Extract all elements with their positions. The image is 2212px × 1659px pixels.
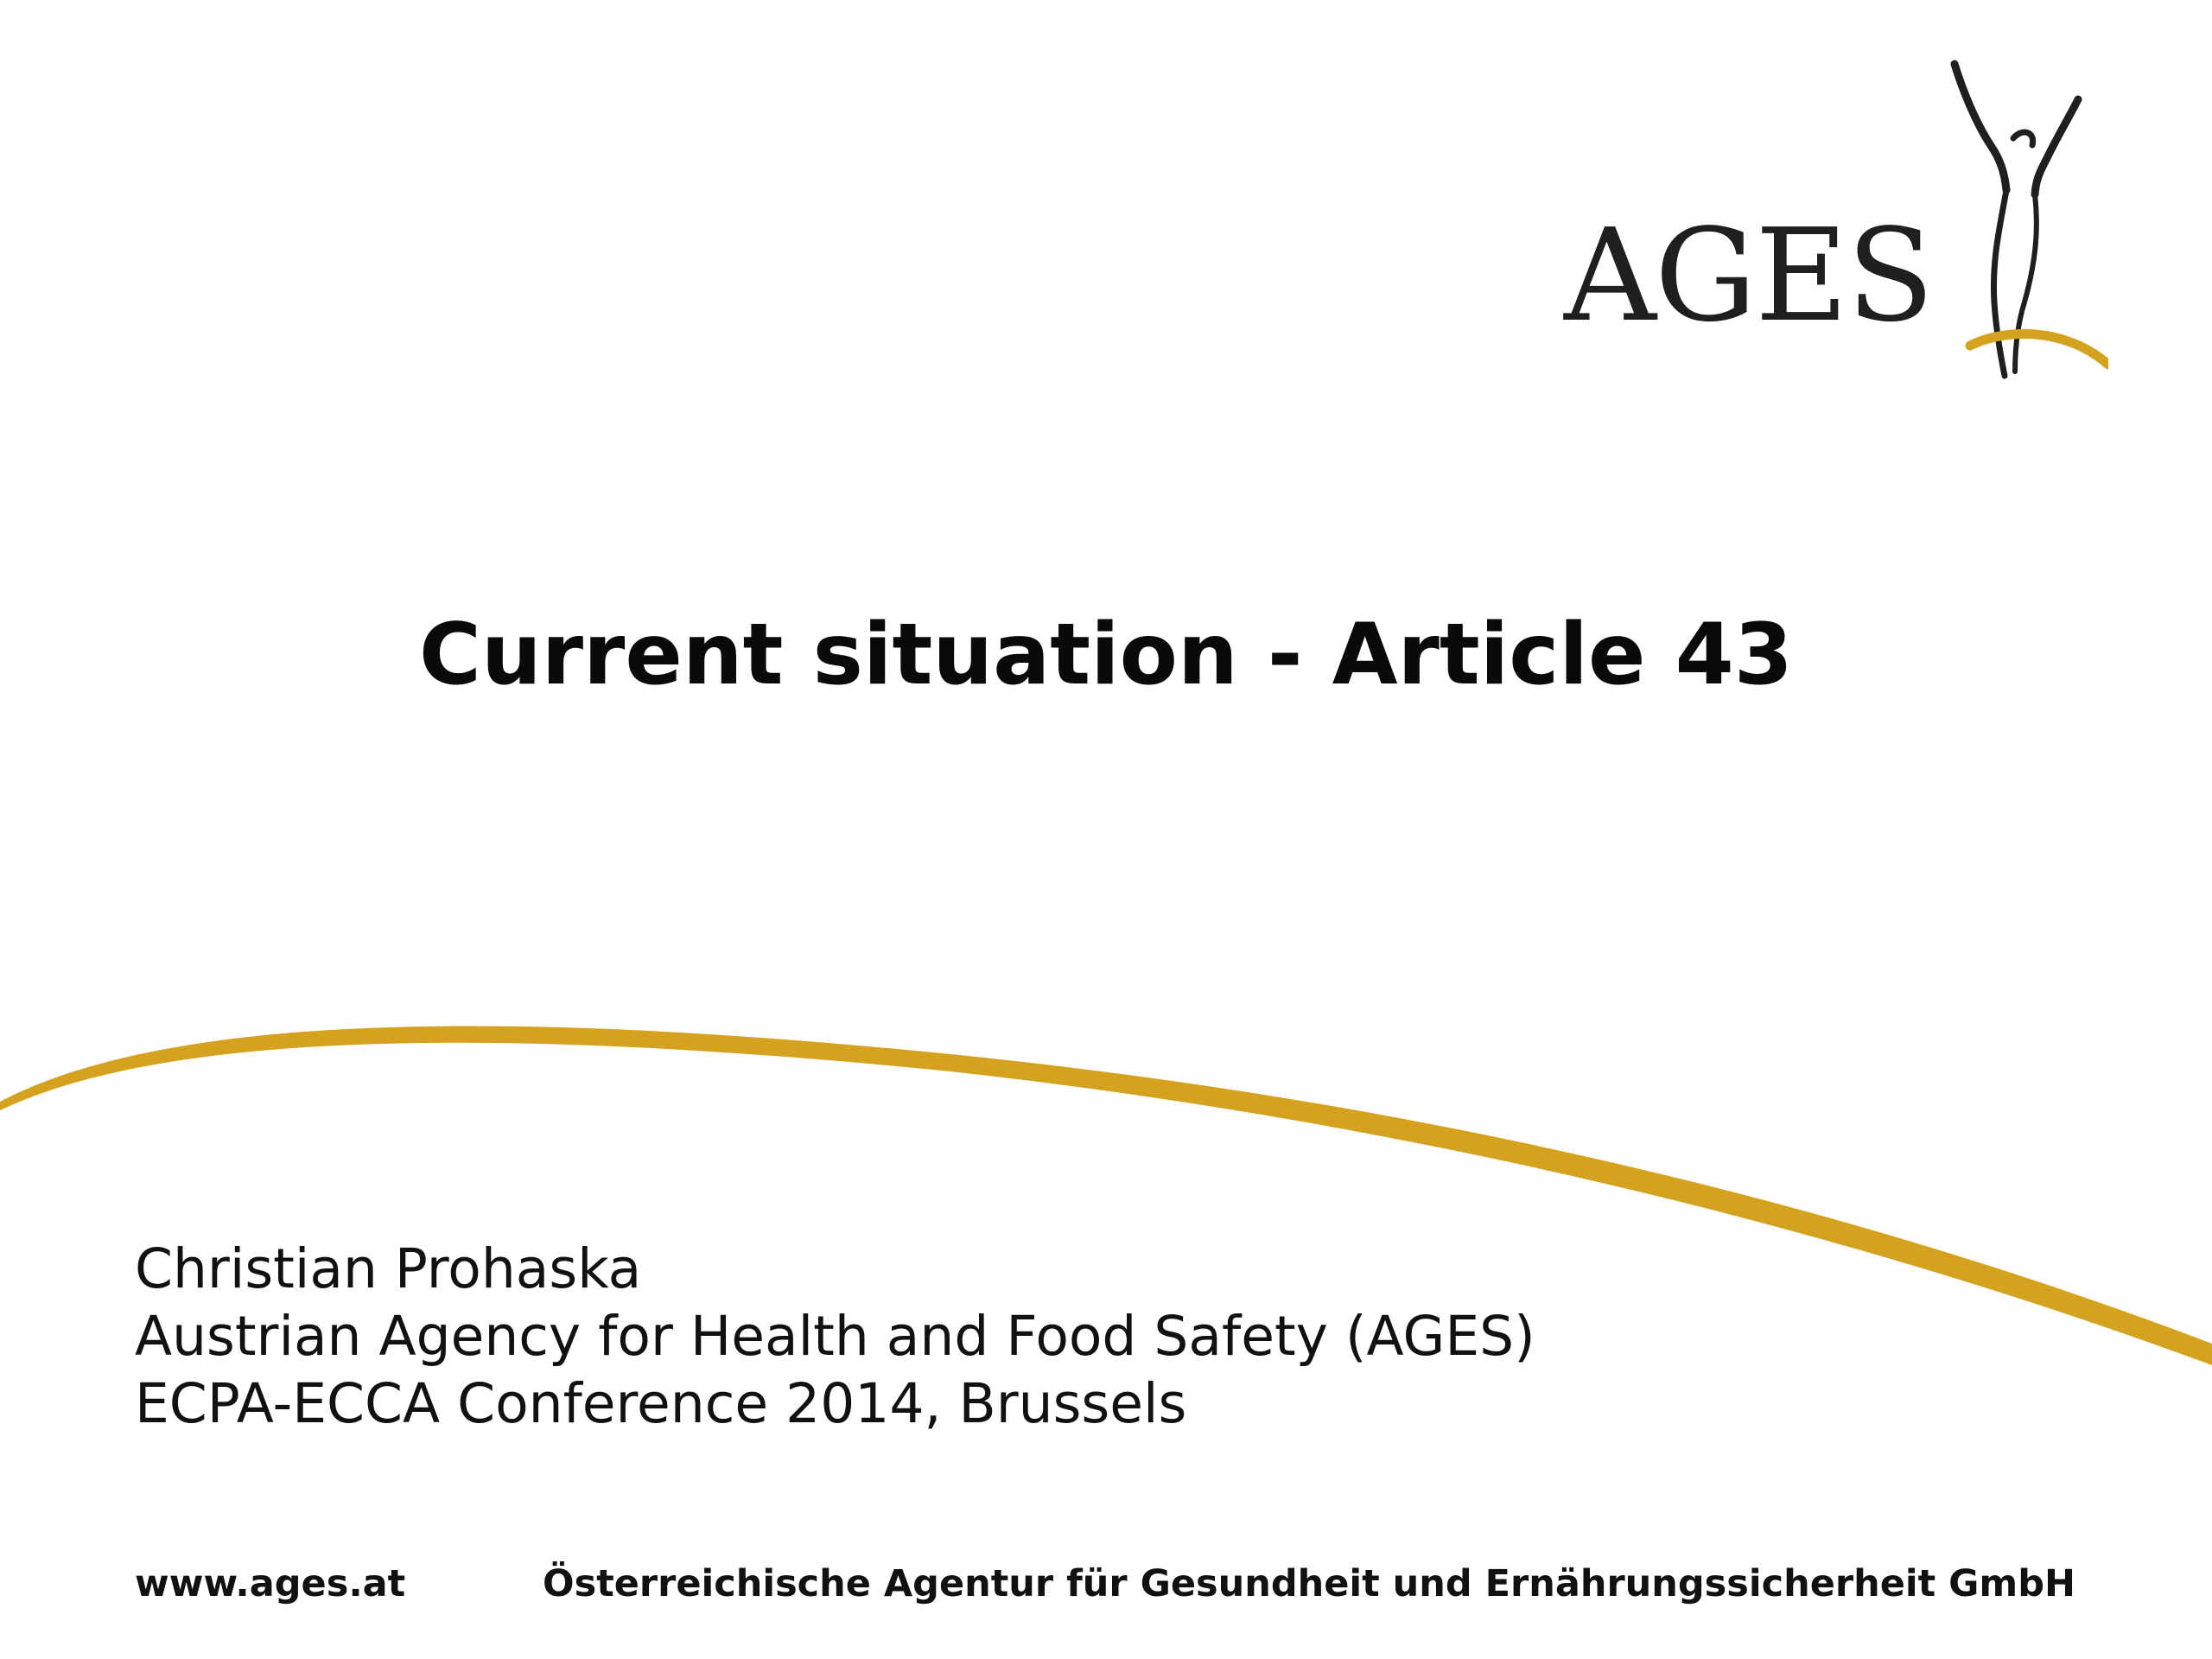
presenter-event: ECPA-ECCA Conference 2014, Brussels: [135, 1372, 1187, 1435]
presenter-name: Christian Prohaska: [135, 1237, 642, 1300]
logo-wordmark: AGES: [1564, 201, 1933, 350]
raised-arms-figure-icon: [1555, 52, 2108, 389]
ages-logo: [1555, 52, 2108, 389]
presenter-organization: Austrian Agency for Health and Food Safety (AGES): [135, 1305, 1535, 1368]
footer-company: Österreichische Agentur für Gesundheit und Ernährungssicherheit GmbH: [543, 1562, 2075, 1605]
slide-title: Current situation - Article 43: [419, 606, 1793, 704]
footer-website: www.ages.at: [135, 1562, 406, 1605]
presenter-info: [135, 1236, 1535, 1438]
